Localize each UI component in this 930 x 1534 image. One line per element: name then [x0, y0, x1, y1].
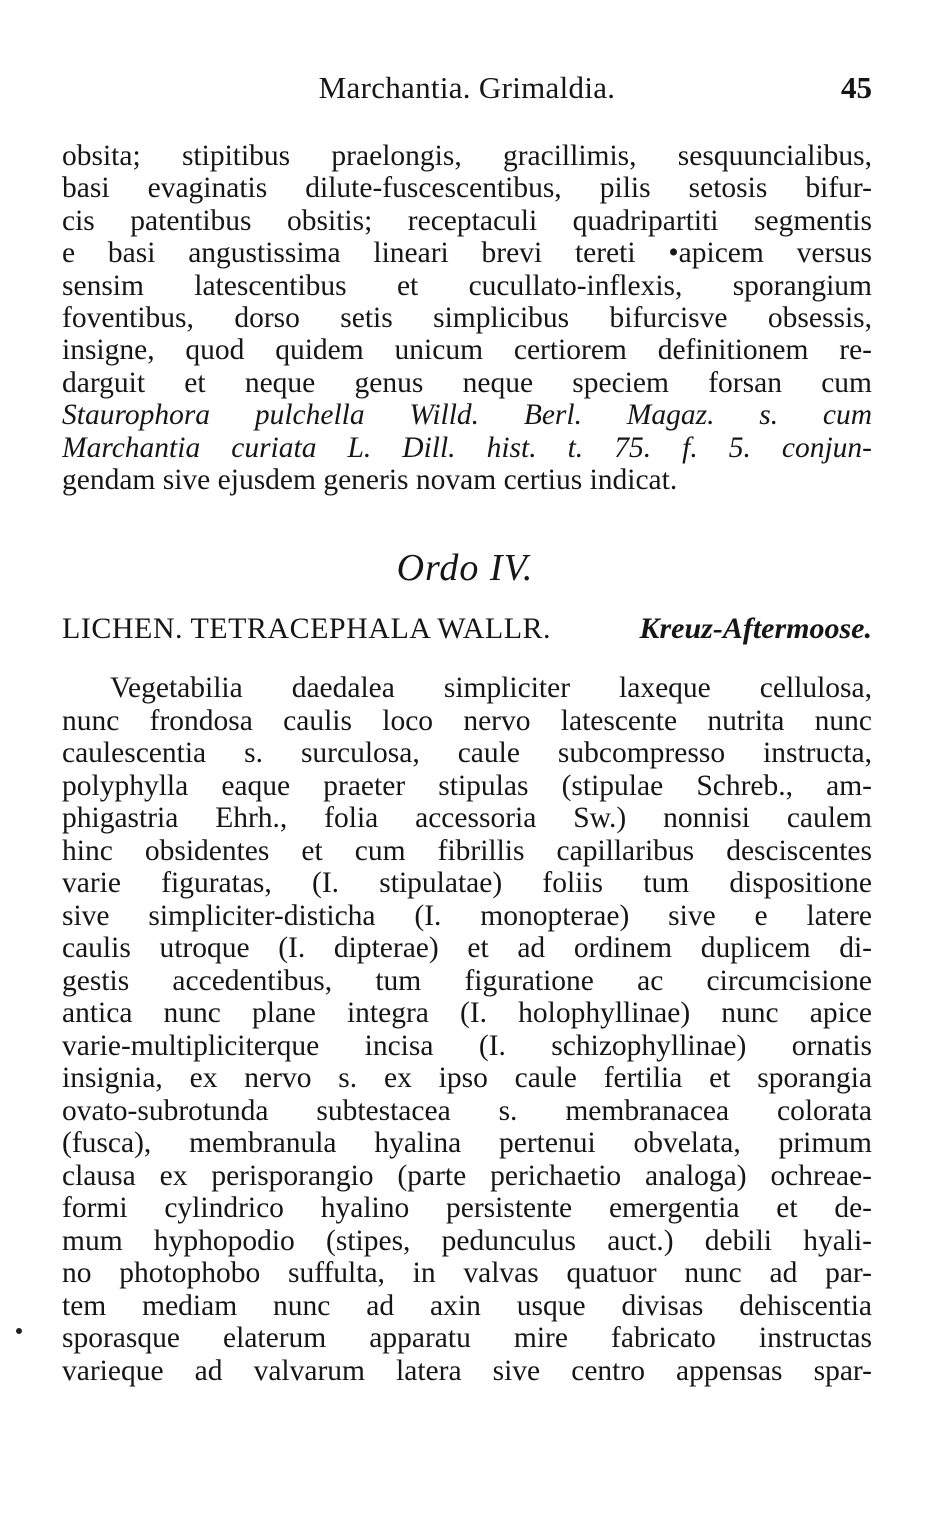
text-line: ovato-subrotunda subtestacea s. membranacea colorata — [62, 1094, 872, 1127]
text-line: insigne, quod quidem unicum certiorem definitionem re- — [62, 334, 872, 367]
text-line: Vegetabilia daedalea simpliciter laxeque cellulosa, — [110, 672, 872, 704]
text-line: insignia, ex nervo s. ex ipso caule fertilia et sporangia — [62, 1062, 872, 1094]
text-line: Staurophora pulchella Willd. Berl. Magaz. s. cum — [62, 399, 872, 432]
text-line: nunc frondosa caulis loco nervo latescente nutrita nunc — [62, 704, 872, 737]
text-line: gestis accedentibus, tum figuratione ac circumcisione — [62, 964, 872, 997]
paragraph-continuation — [62, 140, 872, 496]
text-line: darguit et neque genus neque speciem forsan cum — [62, 366, 872, 399]
text-line: sporasque elaterum apparatu mire fabricato instructas — [62, 1322, 872, 1354]
text-line: mum hyphopodio (stipes, pedunculus auct.) debili hyali- — [62, 1224, 872, 1257]
text-line: caulescentia s. surculosa, caule subcompresso instructa, — [62, 737, 872, 769]
text-line: caulis utroque (I. dipterae) et ad ordinem duplicem di- — [62, 932, 872, 964]
text-line: (fusca), membranula hyalina pertenui obvelata, primum — [62, 1127, 872, 1159]
text-line: gendam sive ejusdem generis novam certius indicat. — [62, 463, 678, 496]
text-line: foventibus, dorso setis simplicibus bifurcisve obsessis, — [62, 301, 872, 334]
text-line: antica nunc plane integra (I. holophyllinae) nunc apice — [62, 997, 872, 1029]
page-number: 45 — [841, 70, 872, 105]
text-line: Marchantia curiata L. Dill. hist. t. 75. f. 5. conjun- — [62, 431, 872, 464]
text-line: varie figuratas, (I. stipulatae) foliis tum dispositione — [62, 867, 872, 899]
section-title: LICHEN. TETRACEPHALA WALLR. — [62, 612, 552, 645]
text-line: e basi angustissima lineari brevi tereti •apicem versus — [62, 237, 872, 270]
text-line: no photophobo suffulta, in valvas quatuor nunc ad par- — [62, 1257, 872, 1289]
text-line: sensim latescentibus et cucullato-inflexis, sporangium — [62, 269, 872, 302]
text-line: tem mediam nunc ad axin usque divisas dehiscentia — [62, 1289, 872, 1322]
ordo-heading: Ordo IV. — [396, 547, 534, 589]
section-heading — [62, 612, 872, 652]
margin-speck — [16, 1328, 22, 1334]
paragraph-description — [62, 672, 872, 1387]
text-line: sive simpliciter-disticha (I. monopterae) sive e latere — [62, 899, 872, 932]
text-line: cis patentibus obsitis; receptaculi quadripartiti segmentis — [62, 204, 872, 237]
section-vernacular-name: Kreuz-Aftermoose. — [639, 612, 872, 645]
text-line: obsita; stipitibus praelongis, gracillimis, sesquuncialibus, — [62, 140, 872, 172]
text-line: varie-multipliciterque incisa (I. schizophyllinae) ornatis — [62, 1029, 872, 1062]
text-line: varieque ad valvarum latera sive centro appensas spar- — [62, 1354, 872, 1387]
text-line: phigastria Ehrh., folia accessoria Sw.) nonnisi caulem — [62, 802, 872, 834]
text-line: basi evaginatis dilute-fuscescentibus, pilis setosis bifur- — [62, 172, 872, 205]
text-line: polyphylla eaque praeter stipulas (stipulae Schreb., am- — [62, 769, 872, 802]
page-header — [62, 70, 872, 110]
text-line: hinc obsidentes et cum fibrillis capillaribus desciscentes — [62, 834, 872, 867]
running-head: Marchantia. Grimaldia. — [318, 70, 616, 105]
text-line: clausa ex perisporangio (parte perichaetio analoga) ochreae- — [62, 1159, 872, 1192]
text-line: formi cylindrico hyalino persistente emergentia et de- — [62, 1192, 872, 1224]
